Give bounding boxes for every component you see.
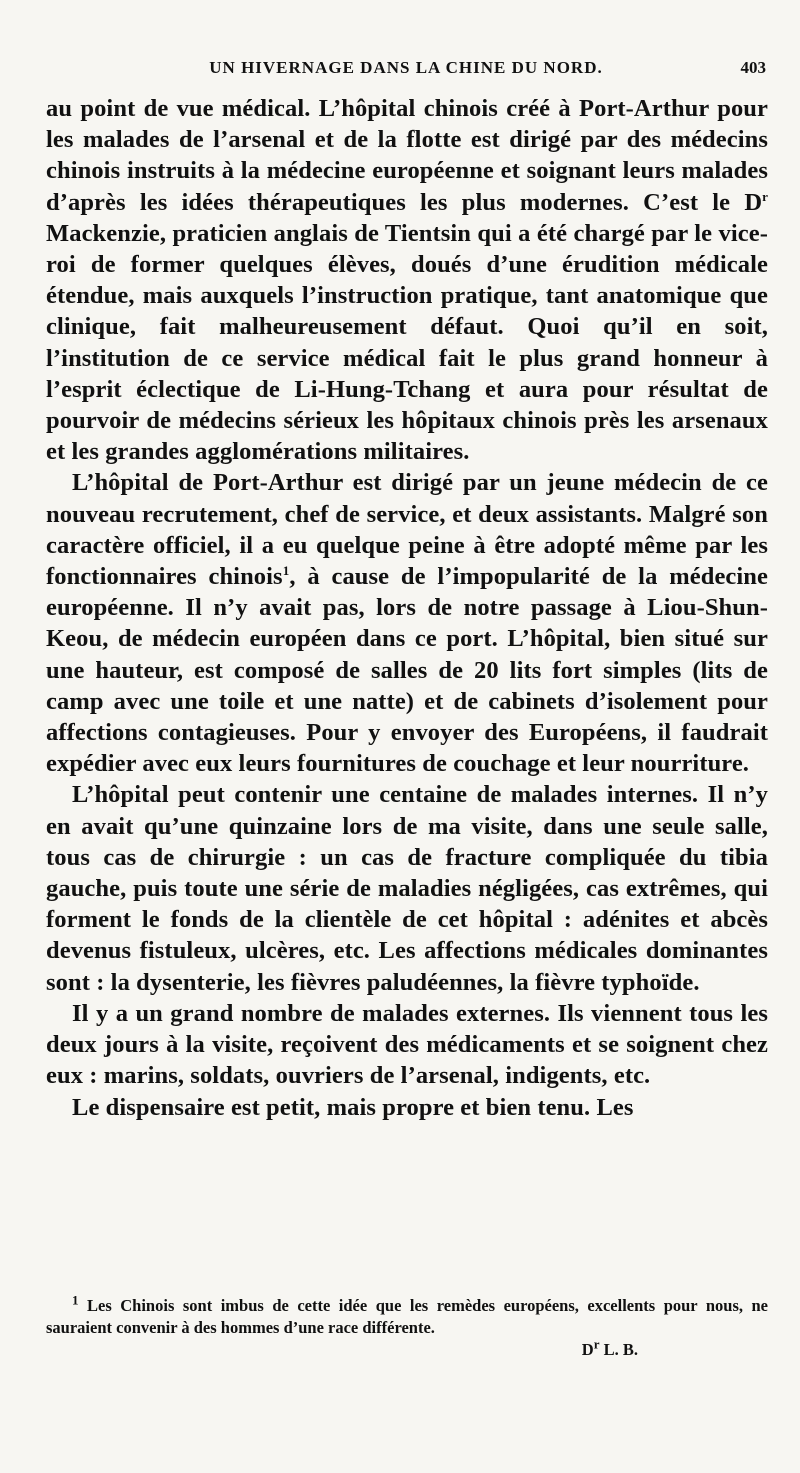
paragraph-5 xyxy=(46,1092,768,1123)
superscript: r xyxy=(762,188,768,204)
signature-sup: r xyxy=(593,1336,600,1352)
paragraph-text: L’hôpital de Port-Arthur est dirigé par un jeune médecin de ce nouveau recrutement, chef de service, et deux assistants. Malgré son caractère officiel, il a eu quelque peine à être adopté même par les fonctionnaires chinois xyxy=(46,469,768,591)
running-head xyxy=(46,58,766,88)
signature-prefix: D xyxy=(581,1340,594,1359)
paragraph-text: , à cause de l’impopularité de la médecine européenne. Il n’y avait pas, lors de notre passage à Liou-Shun-Keou, de médecin européen dans ce port. L’hôpital, bien situé sur une hauteur, est composé de salles de 20 lits fort simples (lits de camp avec une toile et une natte) et de cabinets d’isolement pour affections contagieuses. Pour y envoyer des Européens, il faudrait expédier avec eux leurs fournitures de couchage et leur nourriture. xyxy=(46,563,768,778)
paragraph-text: Il y a un grand nombre de malades externes. Ils viennent tous les deux jours à la visite, reçoivent des médicaments et se soignent chez eux : marins, soldats, ouvriers de l’arsenal, indigents, etc. xyxy=(46,999,768,1090)
signature-rest: L. B. xyxy=(599,1340,638,1359)
running-title: UN HIVERNAGE DANS LA CHINE DU NORD. xyxy=(209,58,603,77)
paragraph-4 xyxy=(46,998,768,1092)
paragraph-2 xyxy=(46,467,768,779)
footnote-text: Les Chinois sont imbus de cette idée que les remèdes européens, excellents pour nous, ne sauraient convenir à des hommes d’une race différente. xyxy=(46,1296,768,1337)
paragraph-text: Mackenzie, praticien anglais de Tientsin qui a été chargé par le vice-roi de former quelques élèves, doués d’une érudition médicale étendue, mais auxquels l’instruction pratique, tant anatomique que clinique, fait malheureusement défaut. Quoi qu’il en soit, l’institution de ce service médical fait le plus grand honneur à l’esprit éclectique de Li-Hung-Tchang et aura pour résultat de pourvoir de médecins sérieux les hôpitaux chinois près les arsenaux et les grandes agglomérations militaires. xyxy=(46,219,768,466)
paragraph-1 xyxy=(46,93,768,467)
footnote-ref: 1 xyxy=(282,562,290,578)
footnote-signature xyxy=(46,1336,768,1361)
paragraph-text: au point de vue médical. L’hôpital chinois créé à Port-Arthur pour les malades de l’arsenal et de la flotte est dirigé par des médecins chinois instruits à la médecine européenne et soignant leurs malades d’après les idées thérapeutiques les plus modernes. C’est le D xyxy=(46,95,768,216)
paragraph-text: L’hôpital peut contenir une centaine de malades internes. Il n’y en avait qu’une quinzaine lors de ma visite, dans une seule salle, tous cas de chirurgie : un cas de fracture compliquée du tibia gauche, puis toute une série de maladies négligées, cas extrêmes, qui forment le fonds de la clientèle de cet hôpital : adénites et abcès devenus fistuleux, ulcères, etc. Les affections médicales dominantes sont : la dysenterie, les fièvres paludéennes, la fièvre typhoïde. xyxy=(46,781,768,996)
paragraph-3 xyxy=(46,779,768,997)
footnote-marker: 1 xyxy=(72,1292,79,1308)
paragraph-text: Le dispensaire est petit, mais propre et bien tenu. Les xyxy=(72,1093,634,1121)
footnote xyxy=(46,1292,768,1339)
body-text xyxy=(46,93,768,1123)
page-number: 403 xyxy=(740,58,766,77)
footnotes xyxy=(46,1292,768,1361)
